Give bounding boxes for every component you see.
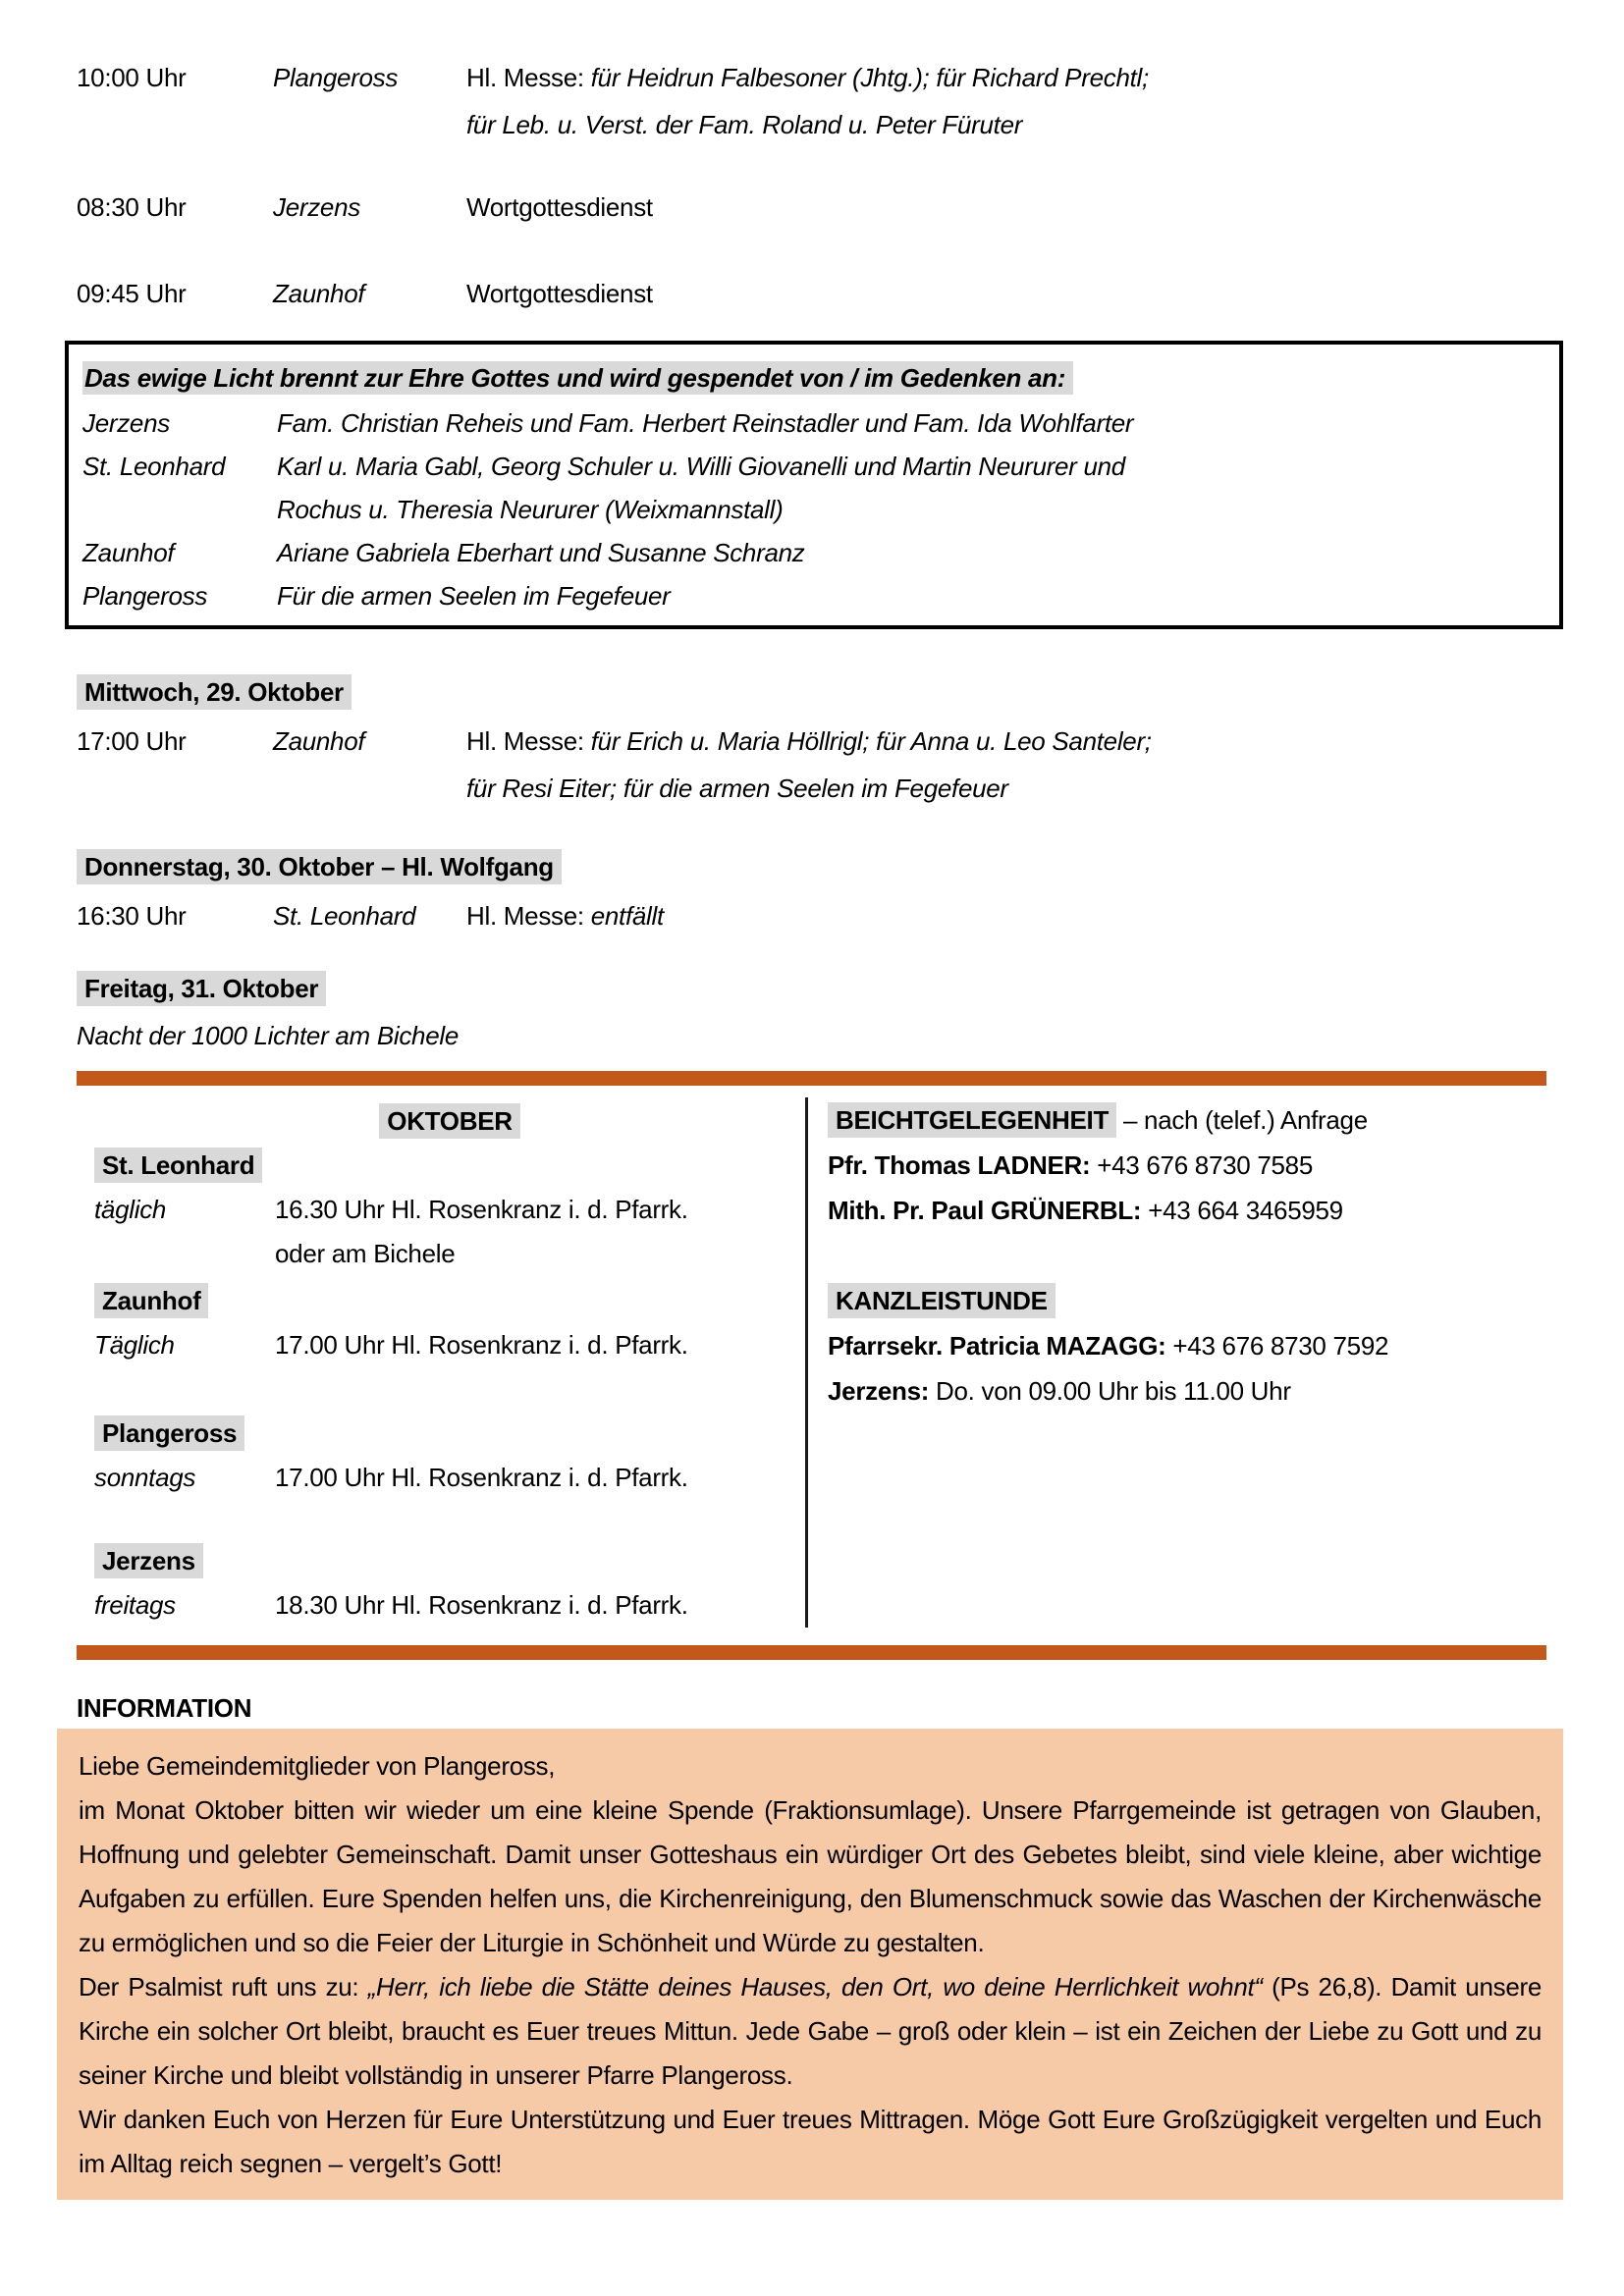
rosary-place: Zaunhof (94, 1279, 805, 1323)
rosary-when: sonntags (94, 1463, 196, 1492)
mass-description (466, 718, 1546, 812)
mass-schedule-top (77, 54, 1546, 317)
rosary-when: Täglich (94, 1330, 175, 1360)
day-heading (77, 847, 1546, 886)
beicht-suffix: – nach (telef.) Anfrage (1116, 1105, 1368, 1135)
rosary-when: täglich (94, 1195, 167, 1224)
licht-entry (82, 574, 1545, 617)
day-heading-text: Mittwoch, 29. Oktober (77, 674, 352, 710)
rosary-group (94, 1412, 805, 1500)
rosary-row (94, 1583, 805, 1628)
rosary-group (94, 1539, 805, 1628)
mass-type: Hl. Messe: (466, 901, 591, 931)
mass-type: Wortgottesdienst (466, 192, 653, 222)
rosary-group (94, 1144, 805, 1276)
contact-label: Pfarrsekr. Patricia MAZAGG: (828, 1331, 1166, 1361)
info-salutation: Liebe Gemeindemitglieder von Plangeross, (79, 1751, 556, 1781)
day-section-donnerstag (77, 847, 1546, 939)
information-block (57, 1729, 1563, 2200)
mass-row (77, 892, 1546, 939)
rosary-place: St. Leonhard (94, 1144, 805, 1188)
mass-row (77, 184, 1546, 231)
licht-entry (82, 531, 1545, 574)
mass-place: Zaunhof (273, 726, 365, 756)
day-section-mittwoch (77, 672, 1546, 812)
licht-place: St. Leonhard (82, 452, 226, 481)
day-note: Nacht der 1000 Lichter am Bichele (77, 1021, 459, 1050)
rosary-place: Jerzens (94, 1539, 805, 1583)
rosary-row (94, 1456, 805, 1500)
mass-row (77, 270, 1546, 317)
mass-row (77, 718, 1546, 812)
mass-time: 16:30 Uhr (77, 901, 187, 931)
ewiges-licht-title (82, 356, 1545, 400)
mass-intention: für Resi Eiter; für die armen Seelen im Fegefeuer (466, 774, 1008, 803)
oktober-title (94, 1099, 805, 1144)
contact-label: Jerzens: (828, 1376, 930, 1406)
mass-type: Wortgottesdienst (466, 279, 653, 308)
contact-line (828, 1143, 1546, 1188)
info-paragraph: im Monat Oktober bitten wir wieder um eine kleine Spende (Fraktionsumlage). Unsere Pfarrgemeinde ist getragen von Glauben, Hoffnung und gelebter Gemeinschaft. Damit unser Gotteshaus ein würdiger Ort des Gebetes bleibt, sind viele kleine, aber wichtige Aufgaben zu erfüllen. Eure Spenden helfen uns, die Kirchenreinigung, den Blumenschmuck sowie das Waschen der Kirchenwäsche zu ermöglichen und so die Feier der Liturgie in Schönheit und Würde zu gestalten. (79, 1795, 1542, 1957)
rosary-when: freitags (94, 1590, 176, 1620)
rosary-group (94, 1279, 805, 1367)
mass-time: 09:45 Uhr (77, 279, 187, 308)
beicht-heading (828, 1097, 1546, 1143)
mass-place: Zaunhof (273, 279, 365, 308)
beicht-title-text: BEICHTGELEGENHEIT (828, 1102, 1116, 1138)
rosary-detail: 17.00 Uhr Hl. Rosenkranz i. d. Pfarrk. (275, 1463, 688, 1492)
day-heading-text: Donnerstag, 30. Oktober – Hl. Wolfgang (77, 849, 562, 884)
orange-divider-bar (77, 1071, 1546, 1086)
mass-type: Hl. Messe: (466, 726, 591, 756)
licht-donors: Für die armen Seelen im Fegefeuer (277, 581, 671, 611)
kanzlei-title-text: KANZLEISTUNDE (828, 1283, 1056, 1318)
mass-description (466, 54, 1546, 148)
info-paragraph: Wir danken Euch von Herzen für Eure Unterstützung und Euer treues Mittragen. Möge Gott Eure Großzügigkeit vergelten und Euch im Alltag reich segnen – vergelt’s Gott! (79, 2105, 1542, 2178)
ewiges-licht-title-text: Das ewige Licht brennt zur Ehre Gottes und wird gespendet von / im Gedenken an: (82, 361, 1073, 395)
contact-phone: +43 664 3465959 (1141, 1196, 1343, 1225)
licht-donors: Karl u. Maria Gabl, Georg Schuler u. Willi Giovanelli und Martin Neururer und Rochus u. Theresia Neururer (Weixmannstall) (277, 452, 1125, 524)
mass-place: Plangeross (273, 63, 399, 92)
contact-phone: +43 676 8730 7592 (1165, 1331, 1389, 1361)
rosary-row (94, 1323, 805, 1367)
contact-label: Mith. Pr. Paul GRÜNERBL: (828, 1196, 1142, 1225)
licht-donors: Ariane Gabriela Eberhart und Susanne Schranz (277, 538, 805, 567)
contact-label: Pfr. Thomas LADNER: (828, 1150, 1091, 1180)
mass-description (466, 892, 1546, 939)
mass-intention: entfällt (590, 901, 664, 931)
licht-entry (82, 401, 1545, 445)
contact-line (828, 1323, 1546, 1368)
contact-phone: +43 676 8730 7585 (1090, 1150, 1313, 1180)
mass-row (77, 54, 1546, 148)
info-paragraph: Der Psalmist ruft uns zu: „Herr, ich liebe die Stätte deines Hauses, den Ort, wo deine Herrlichkeit wohnt“ (Ps 26,8). Damit unsere Kirche ein solcher Ort bleibt, braucht es Euer treues Mittun. Jede Gabe – groß oder klein – ist ein Zeichen der Liebe zu Gott und zu seiner Kirche und bleibt vollständig in unserer Pfarre Plangeross. (79, 1972, 1542, 2090)
oktober-title-text: OKTOBER (379, 1103, 519, 1139)
orange-divider-bar (77, 1645, 1546, 1660)
two-column-section (77, 1097, 1546, 1628)
contact-line (828, 1188, 1546, 1233)
rosary-detail: 16.30 Uhr Hl. Rosenkranz i. d. Pfarrk. oder am Bichele (275, 1195, 688, 1268)
day-heading-text: Freitag, 31. Oktober (77, 971, 326, 1006)
oktober-column (77, 1097, 805, 1628)
mass-intention: für Heidrun Falbesoner (Jhtg.); für Richard Prechtl; (590, 63, 1149, 92)
contact-hours: Do. von 09.00 Uhr bis 11.00 Uhr (929, 1376, 1291, 1406)
licht-place: Plangeross (82, 581, 208, 611)
licht-entry (82, 445, 1545, 531)
kanzlei-heading (828, 1278, 1546, 1323)
mass-time: 10:00 Uhr (77, 63, 187, 92)
day-heading (77, 969, 1546, 1008)
mass-place: Jerzens (273, 192, 360, 222)
rosary-detail: 17.00 Uhr Hl. Rosenkranz i. d. Pfarrk. (275, 1330, 688, 1360)
mass-type: Hl. Messe: (466, 63, 591, 92)
mass-place: St. Leonhard (273, 901, 416, 931)
contact-line (828, 1368, 1546, 1414)
mass-intention: für Leb. u. Verst. der Fam. Roland u. Peter Füruter (466, 110, 1023, 139)
rosary-detail: 18.30 Uhr Hl. Rosenkranz i. d. Pfarrk. (275, 1590, 688, 1620)
day-section-freitag (77, 969, 1546, 1059)
mass-time: 08:30 Uhr (77, 192, 187, 222)
rosary-place: Plangeross (94, 1412, 805, 1456)
licht-place: Jerzens (82, 408, 170, 438)
licht-place: Zaunhof (82, 538, 175, 567)
ewiges-licht-box (65, 341, 1563, 629)
mass-time: 17:00 Uhr (77, 726, 187, 756)
mass-intention: für Erich u. Maria Höllrigl; für Anna u. Leo Santeler; (590, 726, 1152, 756)
psalm-quote: „Herr, ich liebe die Stätte deines Hauses, den Ort, wo deine Herrlichkeit wohnt“ (367, 1972, 1263, 2002)
contact-column (808, 1097, 1546, 1628)
licht-donors: Fam. Christian Reheis und Fam. Herbert Reinstadler und Fam. Ida Wohlfarter (277, 408, 1134, 438)
information-heading: INFORMATION (77, 1693, 252, 1723)
rosary-row (94, 1188, 805, 1276)
day-heading (77, 672, 1546, 712)
